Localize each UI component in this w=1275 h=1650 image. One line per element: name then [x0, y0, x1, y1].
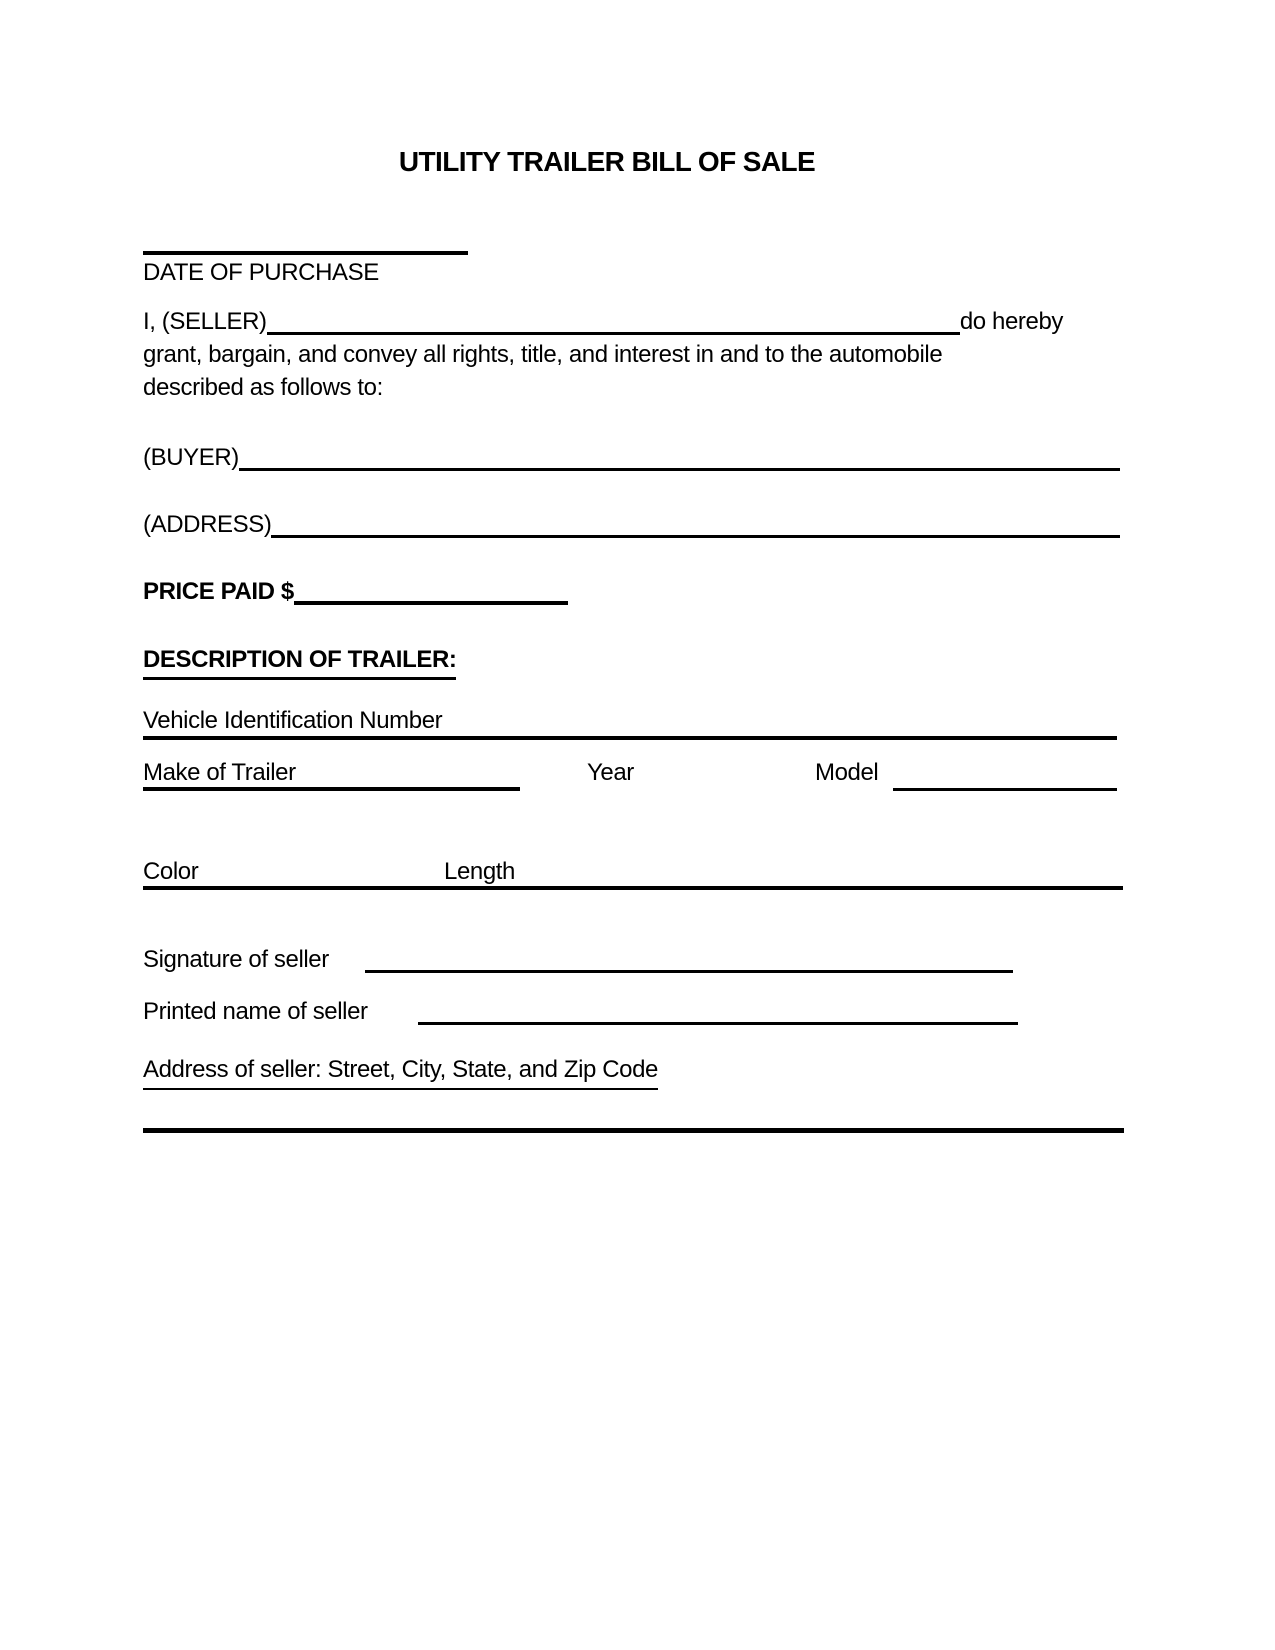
- buyer-address-line[interactable]: [271, 515, 1120, 538]
- seller-tail-label: do hereby: [959, 308, 1063, 335]
- year-label: Year: [587, 759, 634, 786]
- date-of-purchase-line[interactable]: [143, 251, 468, 255]
- seller-address-heading-text: Address of seller: Street, City, State, and Zip Code: [143, 1053, 658, 1090]
- form-title: UTILITY TRAILER BILL OF SALE: [398, 146, 816, 177]
- make-of-trailer-line[interactable]: [143, 787, 520, 791]
- price-paid-line[interactable]: [294, 581, 568, 605]
- seller-clause-line2: grant, bargain, and convey all rights, title, and interest in and to the automobile: [143, 341, 943, 368]
- buyer-label: (BUYER): [143, 444, 239, 471]
- description-heading: [143, 643, 456, 680]
- seller-lead-label: I, (SELLER): [143, 308, 267, 335]
- seller-address-heading: [143, 1053, 658, 1090]
- printed-name-label: Printed name of seller: [143, 998, 368, 1025]
- color-label: Color: [143, 858, 199, 885]
- price-row: [143, 575, 568, 608]
- seller-clause-line3: described as follows to:: [143, 374, 383, 401]
- buyer-address-row: [143, 508, 1120, 541]
- buyer-address-label: (ADDRESS): [143, 511, 272, 538]
- seller-clause-row: [143, 305, 1063, 338]
- length-label: Length: [444, 858, 516, 885]
- seller-name-line[interactable]: [267, 312, 960, 335]
- buyer-name-line[interactable]: [239, 448, 1120, 471]
- signature-of-seller-label: Signature of seller: [143, 946, 329, 973]
- printed-name-line[interactable]: [418, 1022, 1018, 1025]
- buyer-row: [143, 441, 1120, 474]
- price-paid-label: PRICE PAID $: [143, 578, 294, 605]
- vin-line[interactable]: [143, 736, 1117, 740]
- color-length-line[interactable]: [143, 886, 1123, 890]
- model-label: Model: [815, 759, 879, 786]
- make-of-trailer-label: Make of Trailer: [143, 759, 296, 786]
- vin-label: Vehicle Identification Number: [143, 707, 443, 734]
- date-of-purchase-label: DATE OF PURCHASE: [143, 259, 379, 286]
- seller-address-line[interactable]: [143, 1128, 1124, 1133]
- model-line[interactable]: [893, 788, 1117, 791]
- description-heading-text: DESCRIPTION OF TRAILER:: [143, 643, 456, 680]
- signature-of-seller-line[interactable]: [365, 970, 1013, 973]
